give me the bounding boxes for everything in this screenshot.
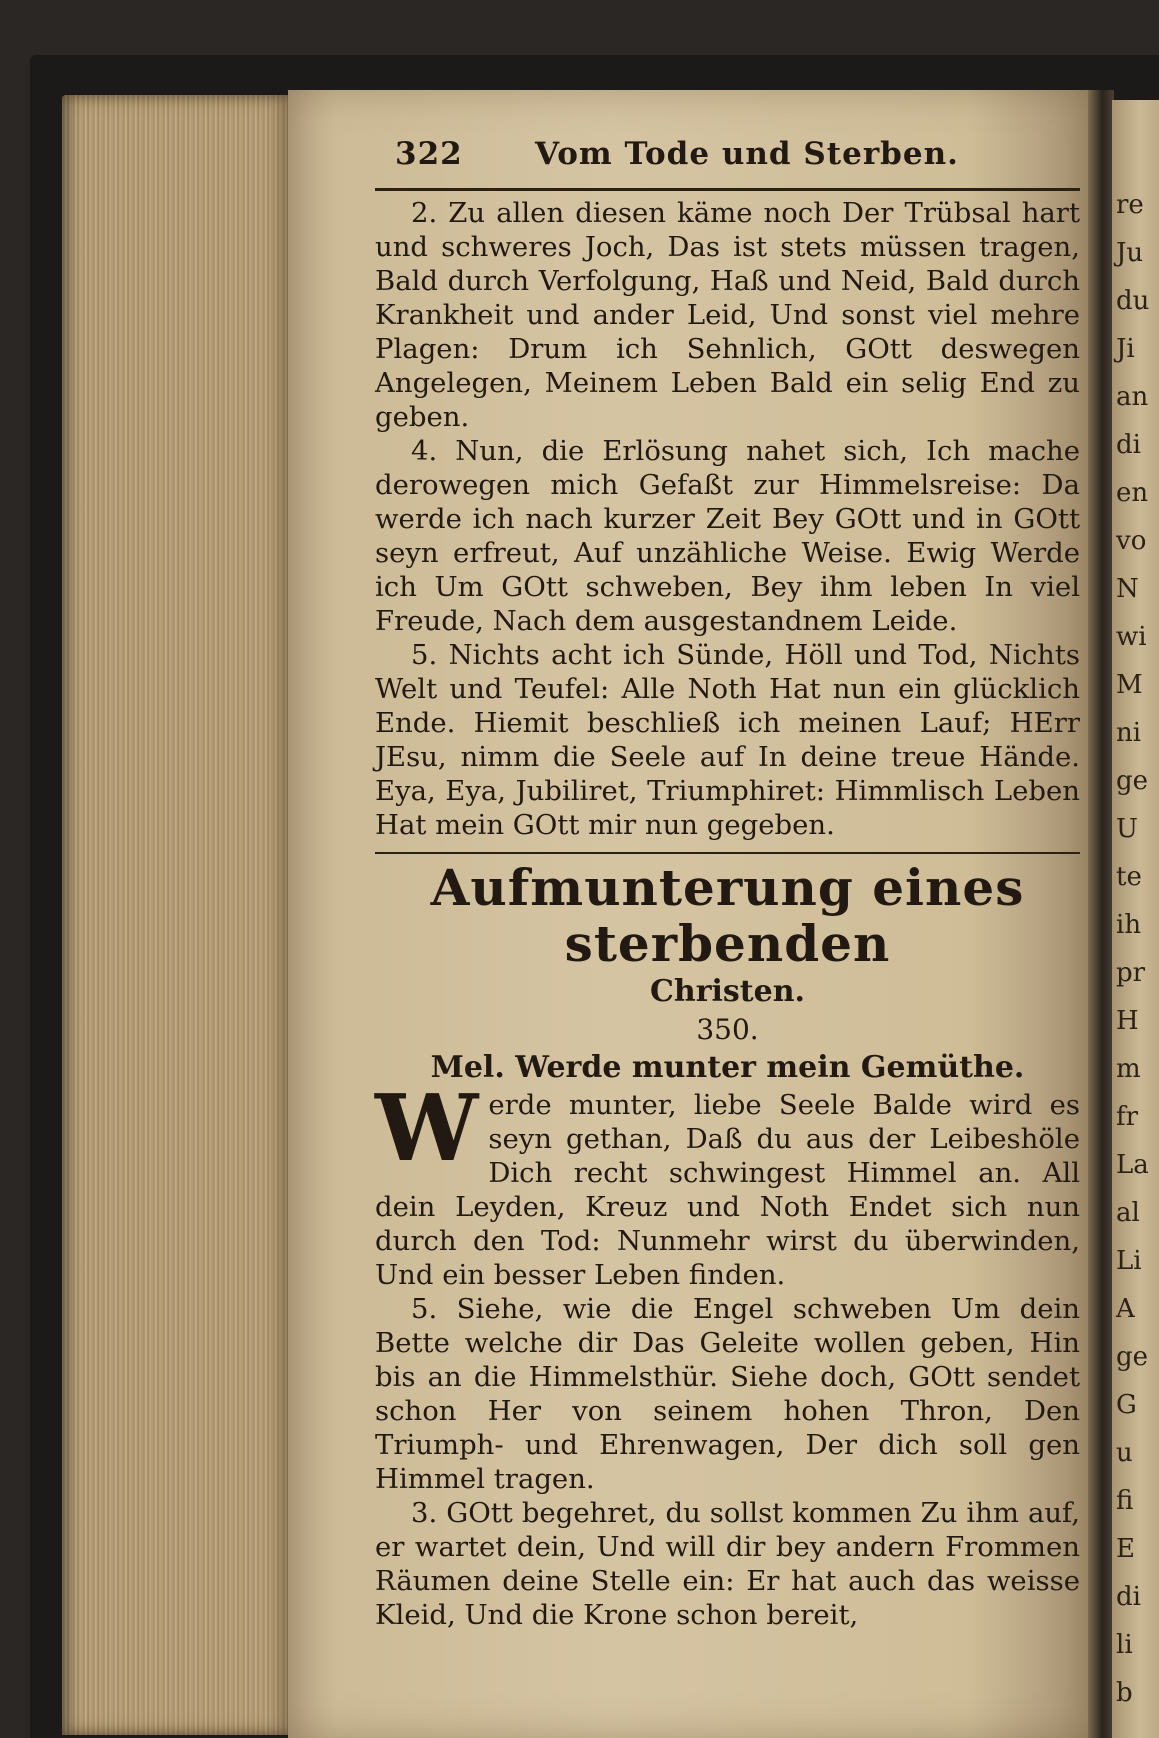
next-page-fragment: en — [1116, 478, 1149, 508]
next-page-fragment: li — [1116, 1630, 1133, 1660]
running-title: Vom Tode und Sterben. — [535, 136, 959, 172]
header-rule — [375, 188, 1080, 191]
stanza-5: 5. Nichts acht ich Sünde, Höll und Tod, Nichts Welt und Teufel: Alle Noth Hat nun ein glücklich Ende. Hiemit beschließ ich meinen Lauf; HErr JEsu, nimm die Seele auf In deine treue Hände. Eya, Eya, Jubiliret, Triumphiret: Himmlisch Leben Hat mein GOtt mir nun gegeben. — [375, 639, 1080, 841]
next-page-fragment: u — [1116, 1438, 1133, 1468]
stanza-4: 4. Nun, die Erlösung nahet sich, Ich mache derowegen mich Gefaßt zur Himmelsreise: Da werde ich nach kurzer Zeit Bey GOtt und in GOtt seyn erfreut, Auf unzähliche Weise. Ewig Werde ich Um GOtt schweben, Bey ihm leben In viel Freude, Nach dem ausgestandnem Leide. — [375, 435, 1080, 637]
next-page-fragment: du — [1116, 286, 1150, 316]
next-page-fragment: M — [1116, 670, 1143, 700]
hymn-stanza-1-text: erde munter, liebe Seele Balde wird es seyn gethan, Daß du aus der Leibeshöle Dich recht schwingest Himmel an. All dein Leyden, Kreuz und Noth Endet sich nun durch den Tod: Nunmehr wirst du überwinden, Und ein besser Leben finden. — [375, 1089, 1080, 1291]
drop-cap: W — [375, 1074, 479, 1182]
hymn-stanza-3: 3. GOtt begehret, du sollst kommen Zu ihm auf, er wartet dein, Und will dir bey andern Frommen Räumen deine Stelle ein: Er hat auch das weisse Kleid, Und die Krone schon bereit, — [375, 1497, 1080, 1631]
page-edges — [62, 95, 292, 1735]
next-page-fragment: Li — [1116, 1246, 1142, 1276]
section-subtitle: Christen. — [650, 974, 805, 1009]
next-page-fragment: ge — [1116, 1342, 1149, 1372]
next-page-fragment: La — [1116, 1150, 1149, 1180]
next-page-fragment: fi — [1116, 1486, 1134, 1516]
next-page-fragment: H — [1116, 1006, 1139, 1036]
next-page-fragment: ih — [1116, 910, 1142, 940]
next-page-fragment: vo — [1116, 526, 1147, 556]
next-page-fragment: di — [1116, 430, 1141, 460]
next-page-fragment: N — [1116, 574, 1139, 604]
next-page-fragment: al — [1116, 1198, 1140, 1228]
next-page-fragment: re — [1116, 190, 1144, 220]
next-page-fragment: te — [1116, 862, 1142, 892]
next-page-fragment: wi — [1116, 622, 1147, 652]
next-page-fragment: Ji — [1116, 334, 1135, 364]
next-page-fragment: ni — [1116, 718, 1142, 748]
next-page-edge — [1112, 100, 1159, 1738]
book-gutter — [1088, 90, 1114, 1738]
section-title: Aufmunterung eines sterbenden — [375, 852, 1080, 972]
next-page-fragment: b — [1116, 1678, 1133, 1708]
page-header — [375, 130, 1080, 180]
next-page-fragment: E — [1116, 1534, 1135, 1564]
next-page-fragment: di — [1116, 1582, 1141, 1612]
next-page-fragment: A — [1116, 1294, 1135, 1324]
next-page-fragment: fr — [1116, 1102, 1139, 1132]
next-page-fragment: ge — [1116, 766, 1149, 796]
next-page-fragment: G — [1116, 1390, 1137, 1420]
hymn-number: 350. — [696, 1013, 759, 1046]
page-number: 322 — [395, 136, 463, 172]
stanza-2: 2. Zu allen diesen käme noch Der Trübsal hart und schweres Joch, Das ist stets müssen tragen, Bald durch Verfolgung, Haß und Neid, Bald durch Krankheit und ander Leid, Und sonst viel mehre Plagen: Drum ich Sehnlich, GOtt deswegen Angelegen, Meinem Leben Bald ein selig End zu geben. — [375, 197, 1080, 433]
next-page-fragment: Ju — [1116, 238, 1144, 268]
next-page-fragment: U — [1116, 814, 1138, 844]
next-page-fragment: pr — [1116, 958, 1146, 988]
page-content — [375, 130, 1080, 1632]
melody-line: Mel. Werde munter mein Gemüthe. — [430, 1050, 1025, 1085]
hymn-stanza-1 — [375, 1074, 1080, 1292]
next-page-fragment: m — [1116, 1054, 1141, 1084]
hymn-stanza-5: 5. Siehe, wie die Engel schweben Um dein Bette welche dir Das Geleite wollen geben, Hin bis an die Himmelsthür. Siehe doch, GOtt sendet schon Her von seinem hohen Thron, Den Triumph- und Ehrenwagen, Der dich soll gen Himmel tragen. — [375, 1293, 1080, 1495]
next-page-fragment: an — [1116, 382, 1149, 412]
